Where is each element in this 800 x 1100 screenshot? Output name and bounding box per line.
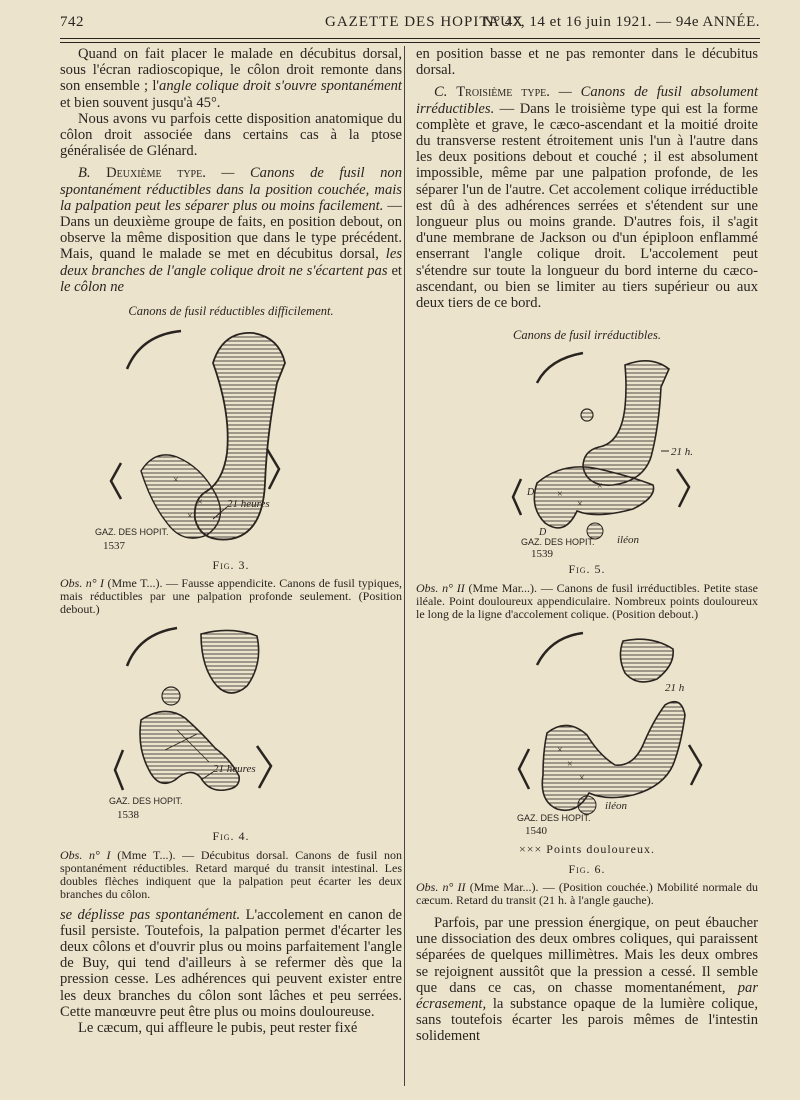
page-number: 742 <box>60 14 84 30</box>
annotation-note: 21 h <box>665 681 685 694</box>
figure-4 <box>81 620 381 826</box>
paragraph: Nous avons vu parfois cette disposition anatomique du côlon droit associée dans certains cas à la ptose généralisée de Glénard. <box>60 110 402 160</box>
section-caption: Canons de fusil irréductibles. <box>513 328 661 343</box>
colon-xray-drawing <box>81 323 381 555</box>
annotation-note: 21 h. <box>671 446 693 459</box>
paragraph-type-c: C. Troisième type. — Canons de fusil absolument irréductibles. — Dans le troisième type qui est la forme complète et grave, le cæco-ascendant et la moitié droite du transverse restent étroitement unis l'un à l'autre dans les deux positions debout et couché ; il est absolument impossible, même par une palpation profonde, de les séparer l'un de l'autre. Cet accolement colique irréductible est dû à des adhérences serrées et s'étendent sur une longueur plus ou moins grande. D'autres fois, il s'agit d'une membrane de Jackson ou d'un épiploon enflammé enserrant l'angle colique droit. L'accolement peut s'étendre sur toute la longueur du bord interne du cæco-ascendant, ou bien se limiter au tiers supérieur ou aux deux tiers de ce bord. <box>416 84 759 312</box>
paragraph: Quand on fait placer le malade en décubitus dorsal, sous l'écran radioscopique, le côlon droit remonte dans son ensemble ; l'angle colique droit s'ouvre spontanément et bien souvent jusqu'à 45°. <box>60 46 402 111</box>
paragraph: en position basse et ne pas remonter dans le décubitus dorsal. <box>416 46 758 79</box>
svg-text:×: × <box>597 481 603 493</box>
svg-text:×: × <box>187 511 193 523</box>
header-rule <box>60 38 760 39</box>
figure-number-stamp: 1538 <box>117 809 139 822</box>
header-rule-2 <box>60 42 760 43</box>
figure-3 <box>81 323 381 555</box>
journal-title: GAZETTE DES HOPITAUX <box>325 14 524 30</box>
left-column <box>60 46 402 1036</box>
paragraph: Parfois, par une pression énergique, on peut ébaucher une dissociation des deux ombres coliques, qui paraissent séparées de quelques millimètres. Mais les deux ombres se rejoignent aussitôt que la pression a cessé. Il semble que dans ce cas, on chasse momentanément, par écrasement, la substance opaque de la lumière colique, sans toutefois écarter les parois mêmes de l'intestin solidement <box>416 915 758 1045</box>
annotation-ileon: iléon <box>605 799 627 812</box>
svg-text:×: × <box>567 758 573 770</box>
publisher-stamp: GAZ. DES HOPIT. <box>109 796 183 807</box>
colon-xray-drawing <box>81 620 381 826</box>
svg-text:×: × <box>197 497 203 509</box>
annotation-ileon: iléon <box>617 534 639 547</box>
colon-xray-drawing <box>437 347 737 559</box>
figure-5 <box>437 347 737 559</box>
figure-label: Fig. 4. <box>212 829 250 844</box>
observation-caption: Obs. n° II (Mme Mar...). — Canons de fusil irréductibles. Petite stase iléale. Point douloureux appendiculaire. Nombreux points douloureux le long de la ligne d'accolement colique. (Position debout.) <box>416 580 758 621</box>
section-caption: Canons de fusil réductibles difficilement. <box>128 304 334 319</box>
svg-text:×: × <box>577 499 583 511</box>
right-column <box>416 46 758 1045</box>
annotation-note: 21 heures <box>213 763 256 776</box>
publisher-stamp: GAZ. DES HOPIT. <box>95 527 169 538</box>
page-header <box>60 10 760 36</box>
colon-xray-drawing <box>437 625 737 839</box>
observation-caption: Obs. n° I (Mme T...). — Décubitus dorsal. Canons de fusil non spontanément réductibles. Retard marqué du transit intestinal. Les doubles flèches indiquent que la palpation peut écarter les deux branches du côlon. <box>60 847 402 901</box>
figure-6 <box>437 625 737 839</box>
figure-label: Fig. 6. <box>568 861 606 876</box>
issue-info: N° 47, 14 et 16 juin 1921. — 94e ANNÉE. <box>482 14 760 30</box>
figure-legend: ××× Points douloureux. <box>519 841 655 856</box>
svg-text:×: × <box>173 475 179 487</box>
annotation-d: D <box>539 527 547 539</box>
annotation-d: D <box>527 487 535 499</box>
paragraph: Le cæcum, qui affleure le pubis, peut rester fixé <box>78 1020 358 1037</box>
svg-text:×: × <box>579 772 585 784</box>
observation-caption: Obs. n° II (Mme Mar...). — (Position couchée.) Mobilité normale du cæcum. Retard du transit (21 h. à l'angle gauche). <box>416 880 758 908</box>
publisher-stamp: GAZ. DES HOPIT. <box>521 537 595 548</box>
figure-label: Fig. 3. <box>212 558 250 573</box>
column-divider <box>404 46 405 1086</box>
paragraph: se déplisse pas spontanément. L'accolement en canon de fusil persiste. Toutefois, la palpation permet d'écarter les deux côlons et d'ouvrir plus ou moins parfaitement l'angle de Buy, qui tend d'ailleurs à se refermer dès que la pression cesse. Les adhérences qui peuvent exister entre les deux branches du côlon sont lâches et peu serrées. Cette manœuvre peut être plus ou moins douloureuse. <box>60 906 402 1020</box>
annotation-note: 21 heures <box>227 498 270 511</box>
figure-label: Fig. 5. <box>568 562 606 577</box>
paragraph-type-b: B. Deuxième type. — Canons de fusil non spontanément réductibles dans la position couchée, mais la palpation peut les séparer plus ou moins facilement. — Dans un deuxième groupe de faits, en position debout, on observe la même disposition que dans le type précédent. Mais, quand le malade se met en décubitus dorsal, les deux branches de l'angle colique droit ne s'écartent pas et le côlon ne <box>60 165 403 295</box>
figure-number-stamp: 1540 <box>525 824 547 837</box>
publisher-stamp: GAZ. DES HOPIT. <box>517 812 591 823</box>
svg-text:×: × <box>557 744 563 756</box>
figure-number-stamp: 1539 <box>531 548 553 560</box>
observation-caption: Obs. n° I (Mme T...). — Fausse appendicite. Canons de fusil typiques, mais réductibles par une palpation profonde seulement. (Position debout.) <box>60 576 402 617</box>
svg-text:×: × <box>557 489 563 501</box>
figure-number-stamp: 1537 <box>103 540 125 553</box>
